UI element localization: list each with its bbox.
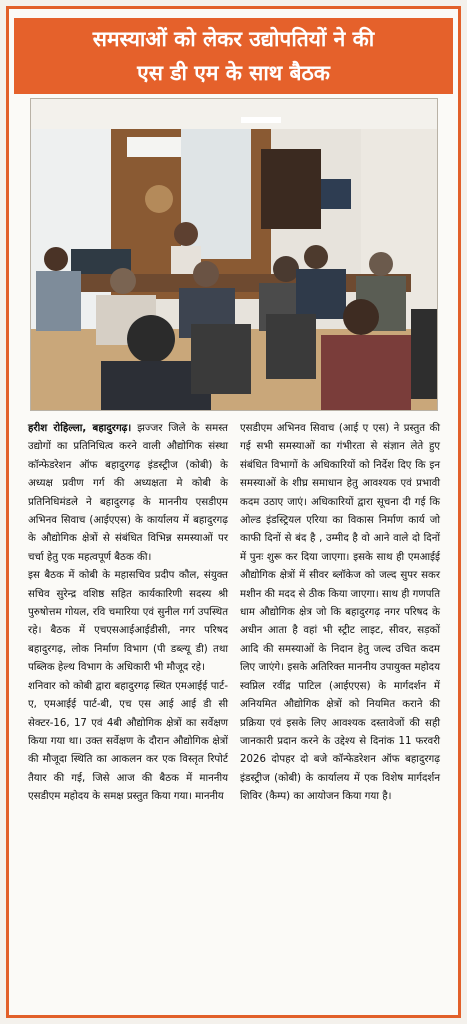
article-body xyxy=(28,420,440,1010)
article-column-2 xyxy=(240,420,440,1010)
meeting-photo xyxy=(30,98,438,411)
paragraph: इस बैठक में कोबी के महासचिव प्रदीप कौल, संयुक्त सचिव सुरेन्द्र वशिष्ठ सहित कार्यकारिणी सदस्य श्री पुरुषोत्तम गोयल, रवि चमारिया एवं सुनील गर्ग उपस्थित रहे। बैठक में एचएसआईआईडीसी, नगर परिषद बहादुरगढ़, लोक निर्माण विभाग (पी डब्ल्यू डी) तथा पब्लिक हेल्थ विभाग के अधिकारी भी मौजूद रहे। xyxy=(28,570,228,674)
headline-line-1: समस्याओं को लेकर उद्योपतियों ने की xyxy=(92,27,375,51)
paragraph: शनिवार को कोबी द्वारा बहादुरगढ़ स्थित एमआईई पार्ट-ए, एमआईई पार्ट-बी, एच एस आई आई डी सी सेक्टर-16, 17 एवं 4बी औद्योगिक क्षेत्रों का सर्वेक्षण किया गया था। उक्त सर्वेक्षण के दौरान औद्योगिक क्षेत्रों की मौजूदा स्थिति का आकलन कर एक विस्तृत रिपोर्ट तैयार की गई, जिसे आज की बैठक में माननीय एसडीएम महोदय के समक्ष प्रस्तुत किया गया। माननीय xyxy=(28,680,228,803)
paragraph: एसडीएम अभिनव सिवाच (आई ए एस) ने प्रस्तुत की गई सभी समस्याओं का गंभीरता से संज्ञान लेते हुए संबंधित विभागों के अधिकारियों को निर्देश दिए कि इन समस्याओं के शीघ्र समाधान हेतु आवश्यक एवं प्रभावी कदम उठाए जाएं। अधिकारियों द्वारा सूचना दी गई कि ओल्ड इंडस्ट्रियल एरिया का विकास निर्माण कार्य जो काफी दिनों से बंद है , उम्मीद है वो आने वाले दो दिनों में पुनः शुरू कर दिया जाएगा। इसके साथ ही एमआईई औद्योगिक क्षेत्रों में सीवर ब्लॉकेज को जल्द सुपर सकर मशीन की मदद से ठीक किया जाएगा। साथ ही गणपति धाम औद्योगिक क्षेत्र जो कि बहादुरगढ़ नगर परिषद के अधीन आता है वहां भी स्ट्रीट लाइट, सीवर, सड़कों आदि की समस्याओं के निदान हेतु जल्द उचित कदम लिए जाएंगे। इसके अतिरिक्त माननीय उपायुक्त महोदय स्वप्निल रवींद्र पाटिल (आईएएस) के मार्गदर्शन में अनियमित औद्योगिक क्षेत्रों को नियमित कराने की प्रक्रिया एवं इसके लिए आवश्यक दस्तावेजों की सही जानकारी प्रदान करने के उद्देश्य से दिनांक 11 फरवरी 2026 दोपहर दो बजे कॉन्फेडरेशन ऑफ बहादुरगढ़ इंडस्ट्रीज (कोबी) के कार्यालय में एक विशेष मार्गदर्शन शिविर (कैम्प) का आयोजन किया गया है। xyxy=(240,423,440,803)
article-column-1 xyxy=(28,420,228,1010)
headline-line-2: एस डी एम के साथ बैठक xyxy=(137,61,330,85)
paragraph xyxy=(28,420,228,567)
byline: हरीश रोहिल्ला, बहादुरगढ़। xyxy=(28,423,132,434)
paragraph-text: झज्जर जिले के समस्त उद्योगों का प्रतिनिधित्व करने वाली औद्योगिक संस्था कॉन्फेडरेशन ऑफ बहादुरगढ़ इंडस्ट्रीज (कोबी) के अध्यक्ष प्रवीण गर्ग की अध्यक्षता मे कोबी के प्रतिनिधिमंडले ने बहादुरगढ़ के माननीय एसडीएम अभिनव सिवाच (आईएएस) के कार्यालय में बहादुरगढ़ के औद्योगिक क्षेत्रों से संबंधित विभिन्न समस्याओं पर चर्चा हेतु एक महत्वपूर्ण बैठक की। xyxy=(28,423,228,563)
headline-banner xyxy=(14,18,453,94)
